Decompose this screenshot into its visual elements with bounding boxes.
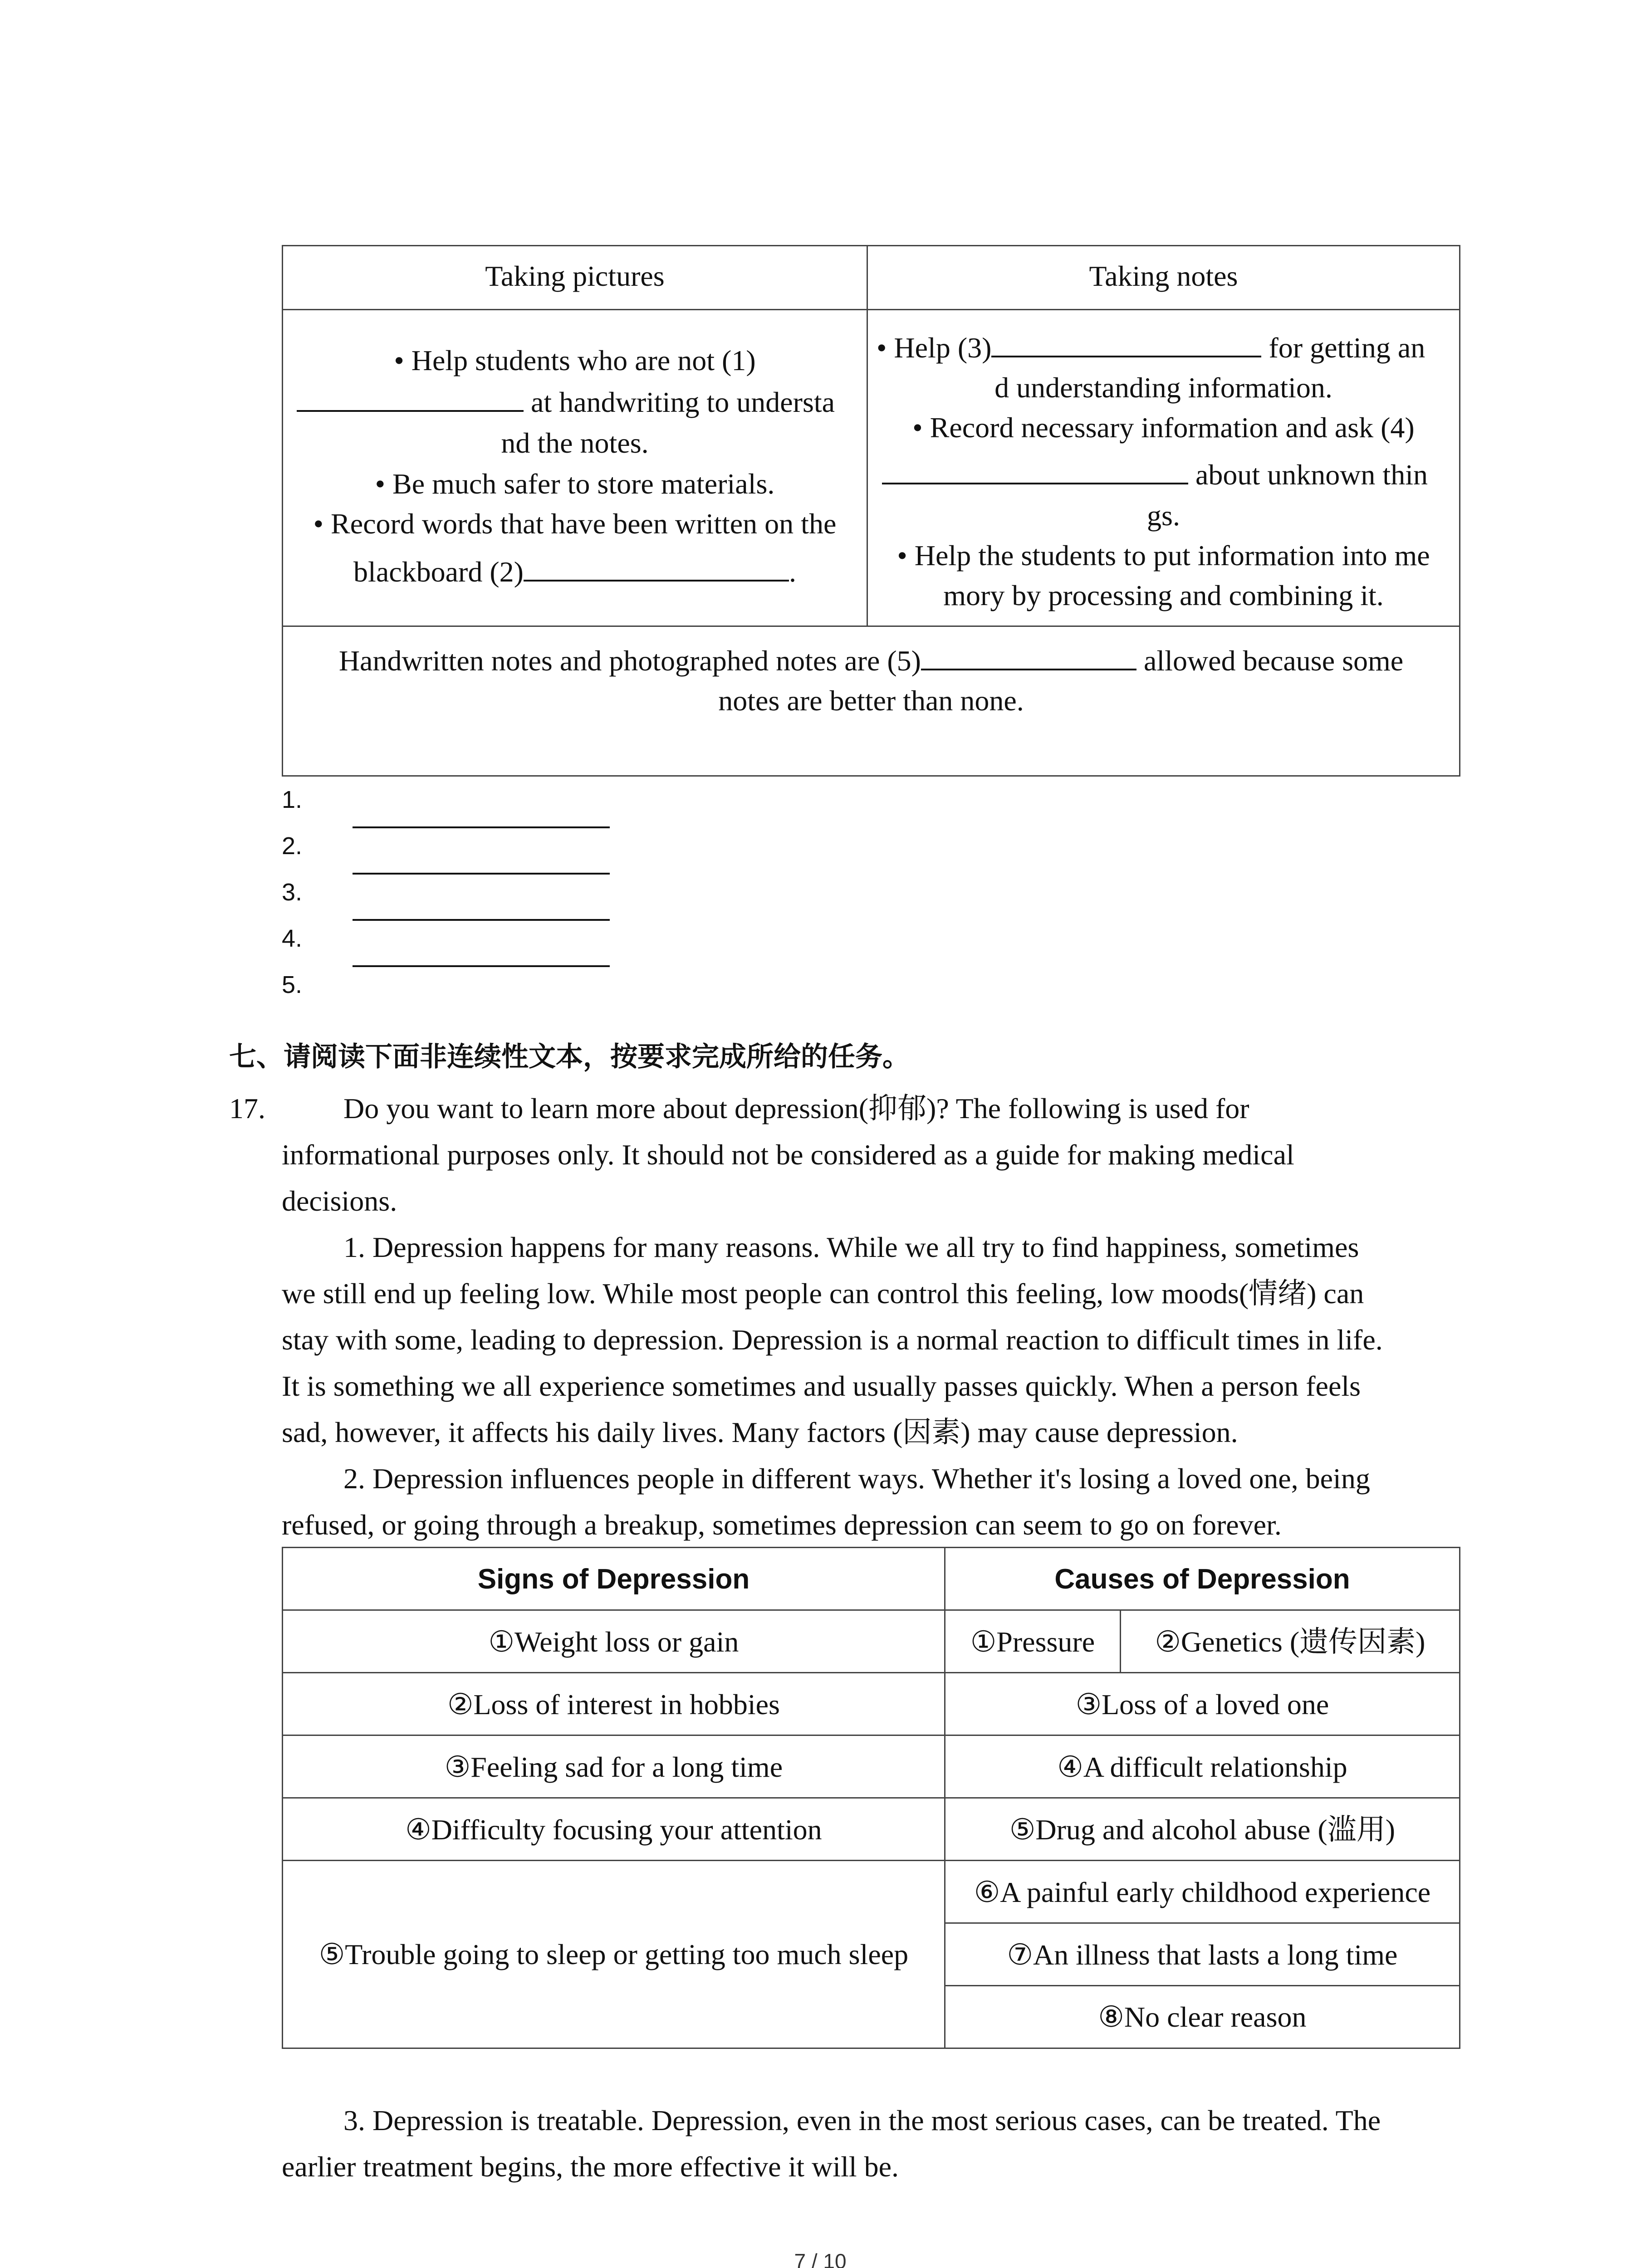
right-cell-line: gs. <box>1147 499 1180 532</box>
blank-5[interactable] <box>921 668 1136 670</box>
left-cell-line: • Help students who are not (1) <box>394 344 756 376</box>
answer-line[interactable] <box>353 919 610 921</box>
sign-item: ③Feeling sad for a long time <box>444 1751 783 1783</box>
right-cell-line: • Help the students to put information into me <box>897 539 1430 572</box>
paragraph-line: It is something we all experience sometimes and usually passes quickly. When a person feels <box>282 1370 1361 1402</box>
blank-2[interactable] <box>524 579 789 582</box>
paragraph-line: refused, or going through a breakup, sometimes depression can seem to go on forever. <box>282 1509 1282 1541</box>
left-cell-line: blackboard (2) . <box>353 556 796 588</box>
table-divider <box>283 626 1459 627</box>
answer-line[interactable] <box>353 826 610 828</box>
right-cell-line: • Help (3) for getting an <box>877 332 1425 364</box>
header-taking-notes: Taking notes <box>1089 260 1238 292</box>
left-cell-line: nd the notes. <box>501 427 649 459</box>
page-number: 7 / 10 <box>794 2249 847 2268</box>
answer-number: 1. <box>282 786 303 813</box>
cause-item: ③Loss of a loved one <box>1075 1688 1329 1721</box>
left-cell-line: at handwriting to understa <box>297 382 864 422</box>
depression-table <box>282 1547 1460 2049</box>
answer-number: 3. <box>282 879 303 906</box>
cause-item: ④A difficult relationship <box>1057 1751 1347 1783</box>
blank-1[interactable] <box>297 410 524 412</box>
sign-item: ④Difficulty focusing your attention <box>405 1813 822 1846</box>
cause-item: ②Genetics (遗传因素) <box>1155 1626 1425 1658</box>
section-heading: 七、请阅读下面非连续性文本，按要求完成所给的任务。 <box>229 1041 910 1073</box>
sign-item: ①Weight loss or gain <box>488 1626 739 1658</box>
paragraph-line: 2. Depression influences people in different ways. Whether it's losing a loved one, being <box>343 1462 1370 1495</box>
causes-header: Causes of Depression <box>1054 1564 1350 1595</box>
question-number: 17. <box>229 1092 265 1124</box>
blank-3[interactable] <box>991 355 1261 357</box>
answer-line[interactable] <box>353 873 610 875</box>
sign-item: ②Loss of interest in hobbies <box>447 1688 780 1721</box>
paragraph-line: earlier treatment begins, the more effective it will be. <box>282 2151 899 2183</box>
right-cell-line: about unknown thin <box>882 455 1458 495</box>
cause-item: ⑧No clear reason <box>1098 2001 1307 2033</box>
signs-header: Signs of Depression <box>477 1564 750 1595</box>
cause-item: ⑦An illness that lasts a long time <box>1007 1939 1398 1971</box>
left-cell-line: • Record words that have been written on the <box>313 508 837 540</box>
right-cell-line: mory by processing and combining it. <box>943 579 1384 611</box>
bottom-cell-line: Handwritten notes and photographed notes are (5) allowed because some <box>338 645 1404 677</box>
left-cell-line: • Be much safer to store materials. <box>375 468 775 500</box>
paragraph-line: 1. Depression happens for many reasons. While we all try to find happiness, sometimes <box>343 1231 1359 1263</box>
answer-number: 5. <box>282 971 303 998</box>
paragraph-line: stay with some, leading to depression. Depression is a normal reaction to difficult times in life. <box>282 1324 1383 1356</box>
cause-item: ①Pressure <box>970 1626 1095 1658</box>
intro-line: Do you want to learn more about depression(抑郁)? The following is used for <box>343 1092 1249 1124</box>
answer-line[interactable] <box>353 965 610 967</box>
answer-number: 2. <box>282 832 303 860</box>
paragraph-line: 3. Depression is treatable. Depression, even in the most serious cases, can be treated. The <box>343 2104 1381 2136</box>
paragraph-line: we still end up feeling low. While most people can control this feeling, low moods(情绪) can <box>282 1277 1364 1310</box>
intro-line: informational purposes only. It should not be considered as a guide for making medical <box>282 1139 1294 1171</box>
cause-item: ⑤Drug and alcohol abuse (滥用) <box>1009 1813 1396 1846</box>
cause-item: ⑥A painful early childhood experience <box>974 1876 1431 1908</box>
answer-number: 4. <box>282 925 303 952</box>
header-taking-pictures: Taking pictures <box>485 260 665 292</box>
right-cell-line: d understanding information. <box>994 371 1332 404</box>
blank-4[interactable] <box>882 482 1188 484</box>
right-cell-line: • Record necessary information and ask (4) <box>912 411 1415 444</box>
intro-line: decisions. <box>282 1185 397 1217</box>
table-divider <box>283 309 1459 310</box>
paragraph-line: sad, however, it affects his daily lives. Many factors (因素) may cause depression. <box>282 1416 1238 1448</box>
bottom-cell-line: notes are better than none. <box>718 684 1024 717</box>
sign-item: ⑤Trouble going to sleep or getting too much sleep <box>318 1938 909 1970</box>
notes-table <box>282 245 1460 777</box>
